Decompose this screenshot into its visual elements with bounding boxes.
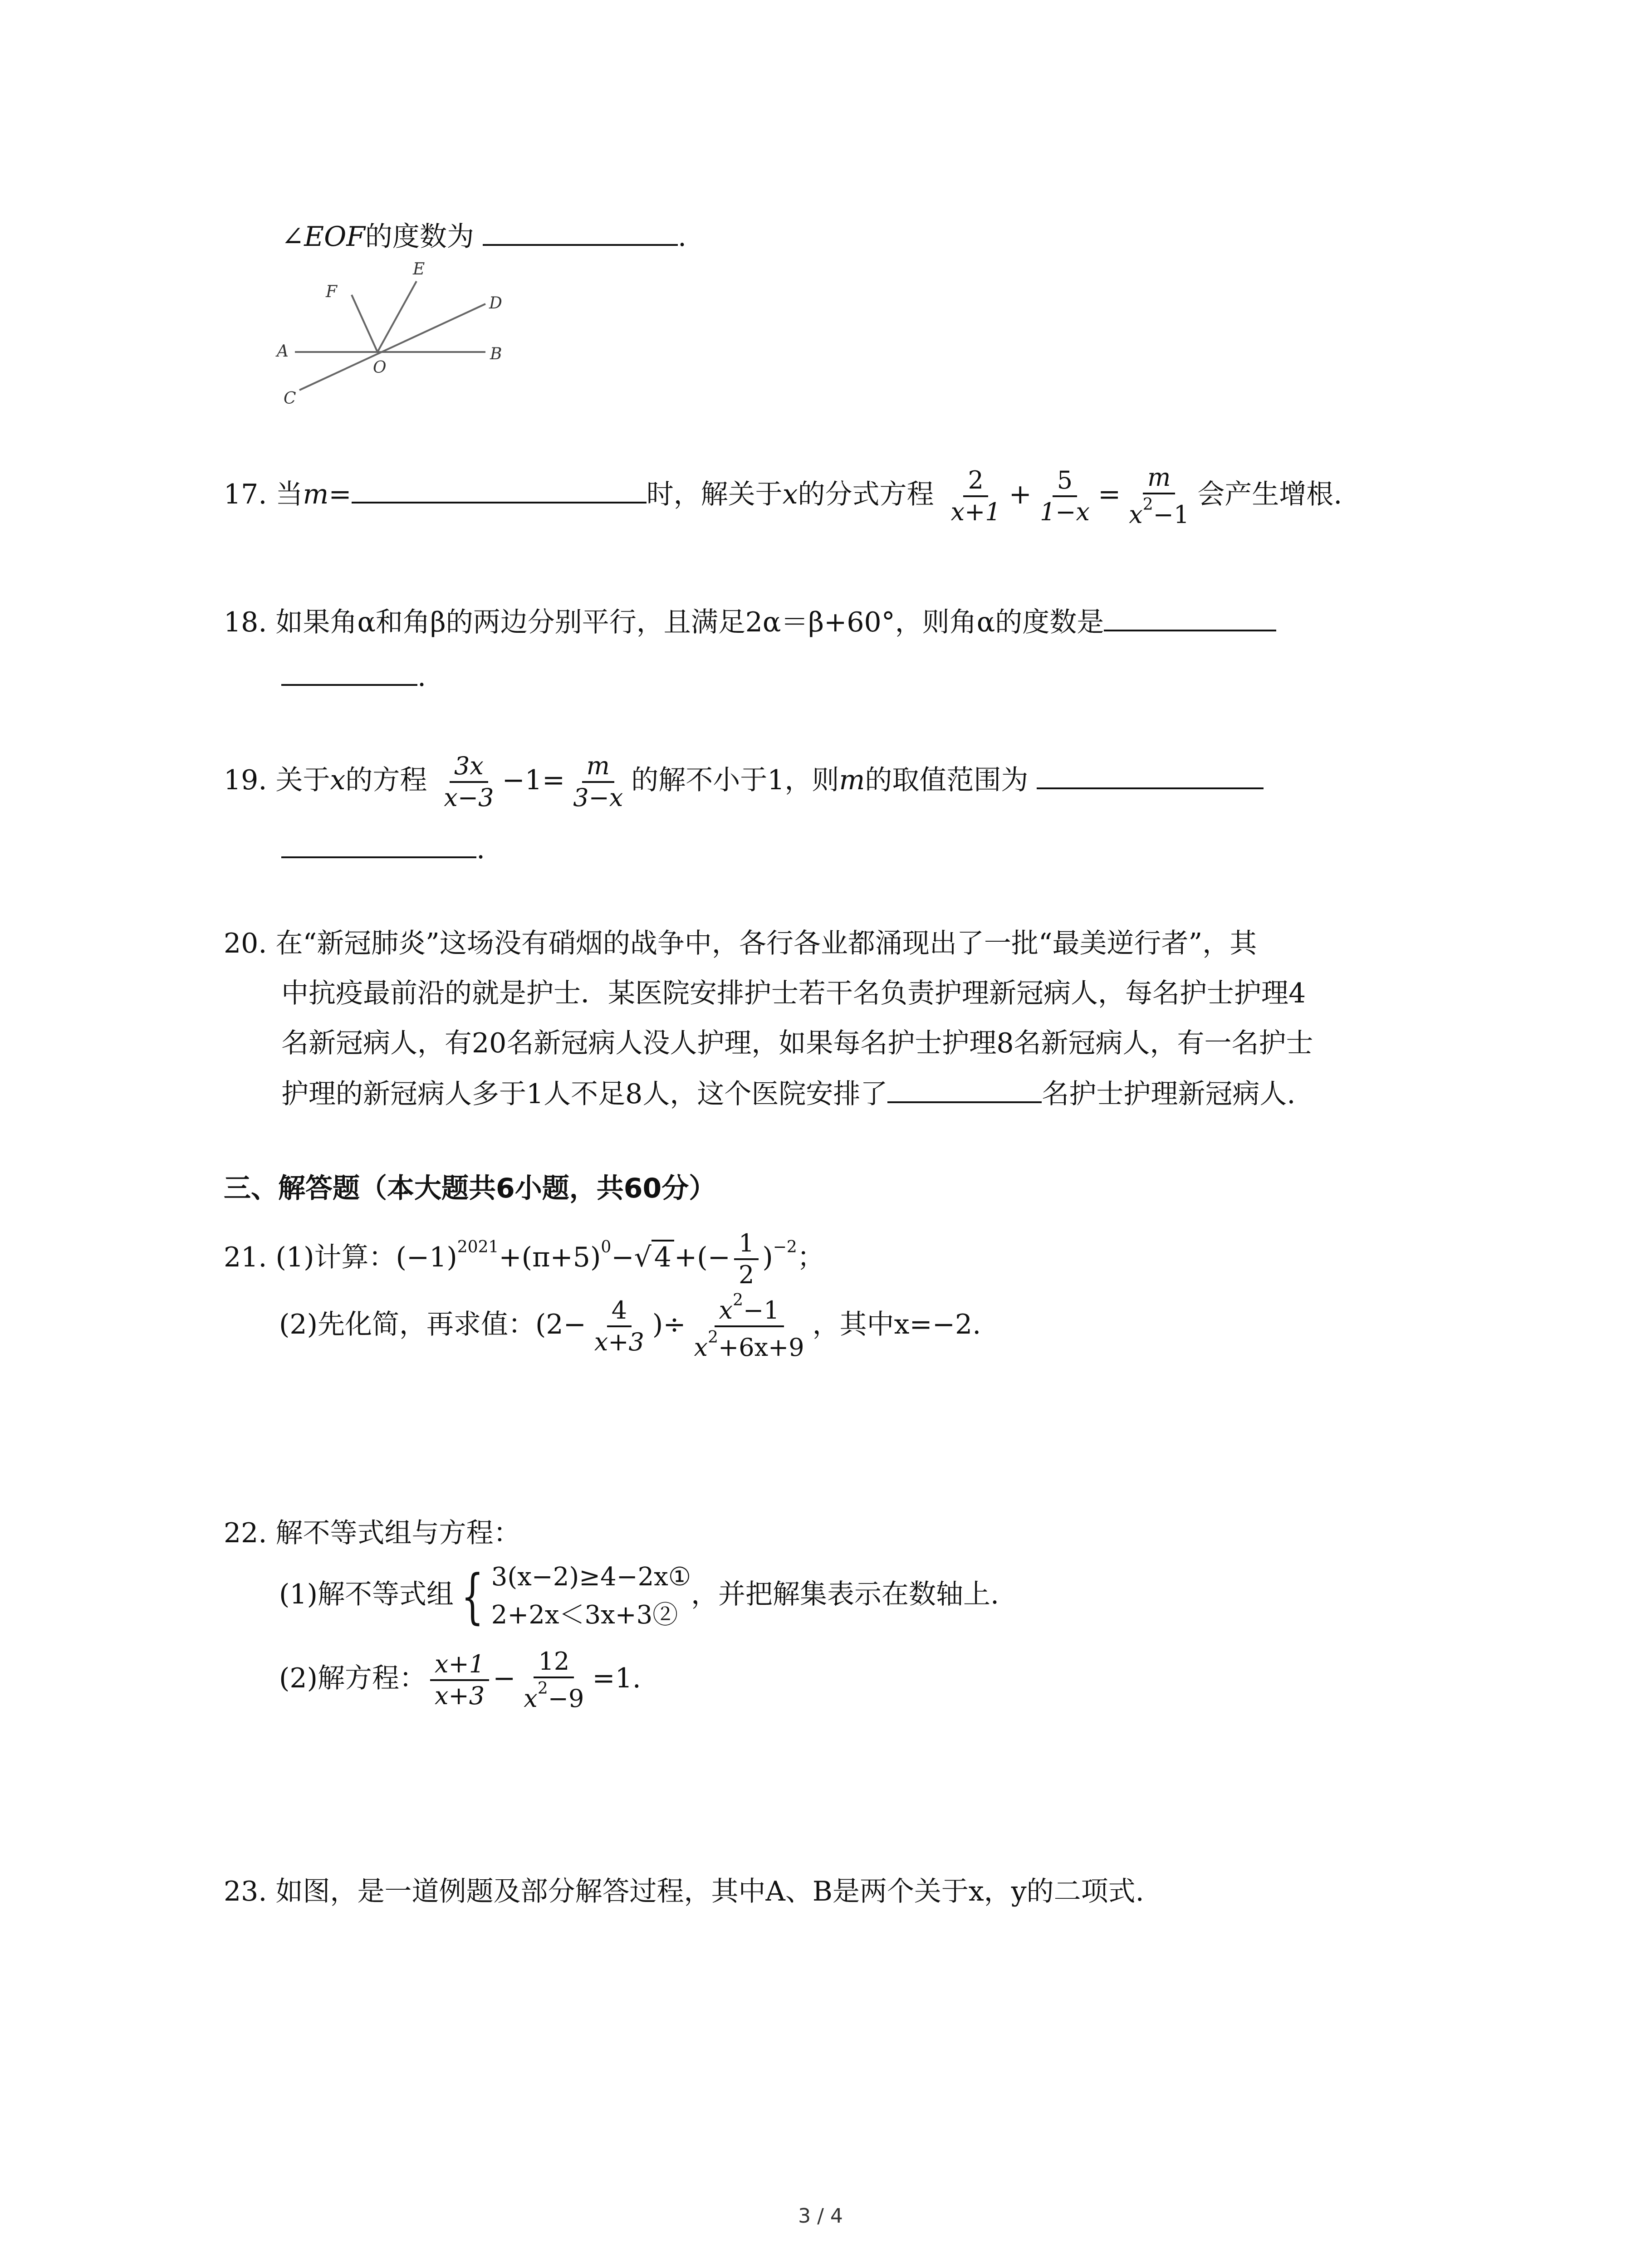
term-a: (−1) [396, 1242, 457, 1273]
label-d: D [489, 294, 502, 313]
q19-number: 19. [224, 764, 267, 796]
label-o: O [373, 358, 387, 377]
fraction-5 [690, 1290, 809, 1363]
answer-blank[interactable] [887, 1075, 1042, 1103]
label-e: E [413, 260, 425, 279]
q20-text-4b: 名护士护理新冠病人. [1042, 1078, 1296, 1110]
answer-blank[interactable] [1037, 761, 1264, 789]
term-d: +(− [674, 1242, 730, 1273]
q21-part1 [224, 1220, 824, 1290]
q20-number: 20. [224, 928, 267, 959]
q19-line-2 [281, 830, 485, 867]
fraction-1 [439, 751, 498, 813]
q21-p2-end: ，其中x=−2. [812, 1309, 981, 1340]
q21-p2-label: (2)先化简，再求值：(2− [279, 1309, 586, 1340]
q17-text-4: 会产生增根. [1197, 479, 1342, 510]
q22-title: 解不等式组与方程： [275, 1517, 521, 1549]
q17-number: 17. [224, 479, 267, 510]
q20-text-4a: 护理的新冠病人多于1人不足8人，这个医院安排了 [281, 1078, 888, 1110]
exp: 2 [1142, 495, 1153, 514]
frac-den: x+3 [594, 1328, 644, 1357]
fraction-6 [430, 1649, 489, 1711]
q20-text-2: 中抗疫最前沿的就是护士．某医院安排护士若干名负责护理新冠病人，每名护士护理4 [281, 978, 1306, 1009]
base: x [524, 1684, 538, 1713]
q16-line [281, 218, 686, 255]
q17-text-1: 当 [275, 479, 303, 510]
line-cd [299, 304, 485, 390]
q22-p1-label: (1)解不等式组 [279, 1579, 454, 1610]
ray-oe [377, 281, 416, 352]
q19-text-4: 的取值范围为 [865, 764, 1029, 796]
minus: − [611, 1242, 634, 1273]
radicand: 4 [652, 1240, 674, 1273]
q20-text-3: 名新冠病人，有20名新冠病人没人护理，如果每名护士护理8名新冠病人，有一名护士 [281, 1027, 1313, 1059]
q16-end: . [677, 221, 687, 253]
fraction-7 [519, 1647, 588, 1714]
label-c: C [284, 389, 296, 408]
frac-den: x+1 [950, 498, 1001, 527]
close-paren: ) [762, 1242, 773, 1273]
q17-text-2: 时，解关于 [646, 479, 783, 510]
q21-p1-label: (1)计算： [275, 1242, 396, 1273]
fraction-2 [1035, 465, 1094, 527]
base: x [719, 1296, 733, 1325]
q19-text-2: 的方程 [345, 764, 427, 796]
inequality-system [491, 1558, 691, 1634]
var-x: x [330, 764, 346, 796]
inequality-2: 2+2x＜3x+3② [491, 1600, 678, 1630]
fraction-half [734, 1228, 759, 1290]
q20-line-4 [281, 1075, 1295, 1112]
q20-line-1 [224, 925, 1257, 962]
plus: + [1009, 479, 1032, 510]
var-m: m [303, 479, 329, 510]
frac-num [715, 1290, 784, 1327]
q16-text: 的度数为 [365, 221, 474, 253]
label-b: B [490, 345, 502, 363]
page-number: 3 / 4 [798, 2204, 843, 2228]
frac-num: m [582, 751, 614, 783]
ray-of [352, 295, 377, 352]
q22-title-line [224, 1515, 521, 1551]
q22-part1 [279, 1556, 999, 1634]
base: x [1129, 500, 1143, 529]
frac-num: 4 [607, 1295, 632, 1327]
q20-line-2 [281, 975, 1306, 1012]
label-a: A [277, 342, 289, 361]
tail: +6x+9 [718, 1333, 804, 1362]
frac-den [690, 1327, 809, 1363]
q22-p1-end: ，并把解集表示在数轴上. [691, 1579, 999, 1610]
q18-line-2 [281, 658, 426, 695]
q23-text: 如图，是一道例题及部分解答过程，其中A、B是两个关于x，y的二项式. [275, 1876, 1144, 1907]
frac-den [1124, 494, 1194, 530]
answer-blank[interactable] [352, 475, 647, 503]
q23-line [224, 1873, 1144, 1910]
frac-num: x+1 [430, 1649, 489, 1681]
q18-text: 如果角α和角β的两边分别平行，且满足2α＝β+60°，则角α的度数是 [275, 606, 1104, 638]
angle-figure [272, 254, 526, 408]
base: x [694, 1333, 708, 1362]
q17-line [224, 458, 1342, 531]
q22-p2-label: (2)解方程： [279, 1662, 426, 1694]
exp-b: 0 [601, 1238, 612, 1256]
q22-number: 22. [224, 1517, 267, 1549]
answer-blank-cont[interactable] [281, 830, 476, 858]
q18-end: . [417, 661, 426, 693]
q18-line [224, 603, 1276, 640]
tail: −1 [1153, 500, 1190, 529]
frac-num: 12 [534, 1647, 574, 1678]
fraction-4 [590, 1295, 649, 1357]
exp-e: −2 [773, 1238, 797, 1256]
fraction-1 [946, 465, 1005, 527]
frac-den: x−3 [444, 783, 494, 812]
tail: −9 [548, 1684, 584, 1713]
frac-num: m [1143, 463, 1175, 494]
eq: = [1098, 479, 1121, 510]
answer-blank[interactable] [483, 218, 678, 246]
minus: − [493, 1662, 516, 1694]
tail: −1 [743, 1296, 779, 1325]
q20-line-3 [281, 1025, 1313, 1061]
q17-eq: = [328, 479, 352, 510]
q23-number: 23. [224, 1876, 267, 1907]
brace: { [461, 1562, 484, 1631]
frac-den: x+3 [435, 1681, 485, 1711]
var-m: m [839, 764, 865, 796]
frac-num: 5 [1053, 465, 1077, 497]
q21-number: 21. [224, 1242, 267, 1273]
q17-text-3: 的分式方程 [798, 479, 934, 510]
angle-symbol: ∠ [281, 221, 304, 253]
q18-number: 18. [224, 606, 267, 638]
angle-name: EOF [304, 221, 365, 253]
fraction-2 [568, 751, 627, 813]
q21-p1-end: ； [797, 1242, 824, 1273]
fraction-3 [1124, 463, 1194, 530]
frac-num: 2 [963, 465, 988, 497]
section-heading: 三、解答题（本大题共6小题，共60分） [224, 1173, 716, 1204]
divide: )÷ [652, 1309, 686, 1340]
frac-den [519, 1678, 588, 1714]
exp: 2 [708, 1328, 718, 1347]
var-x: x [782, 479, 798, 510]
label-f: F [326, 283, 337, 301]
inequality-1: 3(x−2)≥4−2x① [491, 1562, 691, 1592]
q19-end: . [476, 833, 485, 865]
q19-line [224, 744, 1264, 816]
term-b: +(π+5) [499, 1242, 601, 1273]
exp: 2 [733, 1291, 744, 1310]
exp-a: 2021 [457, 1238, 499, 1256]
sqrt-symbol: √ 4 [634, 1226, 674, 1289]
frac-den: 3−x [573, 783, 623, 812]
q19-text-3: 的解不小于1，则 [631, 764, 839, 796]
frac-den: 1−x [1039, 498, 1090, 527]
answer-blank[interactable] [1104, 603, 1276, 631]
mid: −1= [502, 764, 565, 796]
q20-text-1: 在“新冠肺炎”这场没有硝烟的战争中，各行各业都涌现出了一批“最美逆行者”，其 [275, 928, 1257, 959]
q22-p2-end: =1. [592, 1662, 641, 1694]
frac-den: 2 [738, 1261, 754, 1290]
q22-part2 [279, 1642, 641, 1715]
answer-blank-cont[interactable] [281, 658, 417, 686]
frac-num: 1 [734, 1228, 759, 1260]
exp: 2 [537, 1679, 548, 1698]
frac-num: 3x [450, 751, 488, 783]
q19-text-1: 关于 [275, 764, 330, 796]
q21-part2 [279, 1288, 981, 1363]
